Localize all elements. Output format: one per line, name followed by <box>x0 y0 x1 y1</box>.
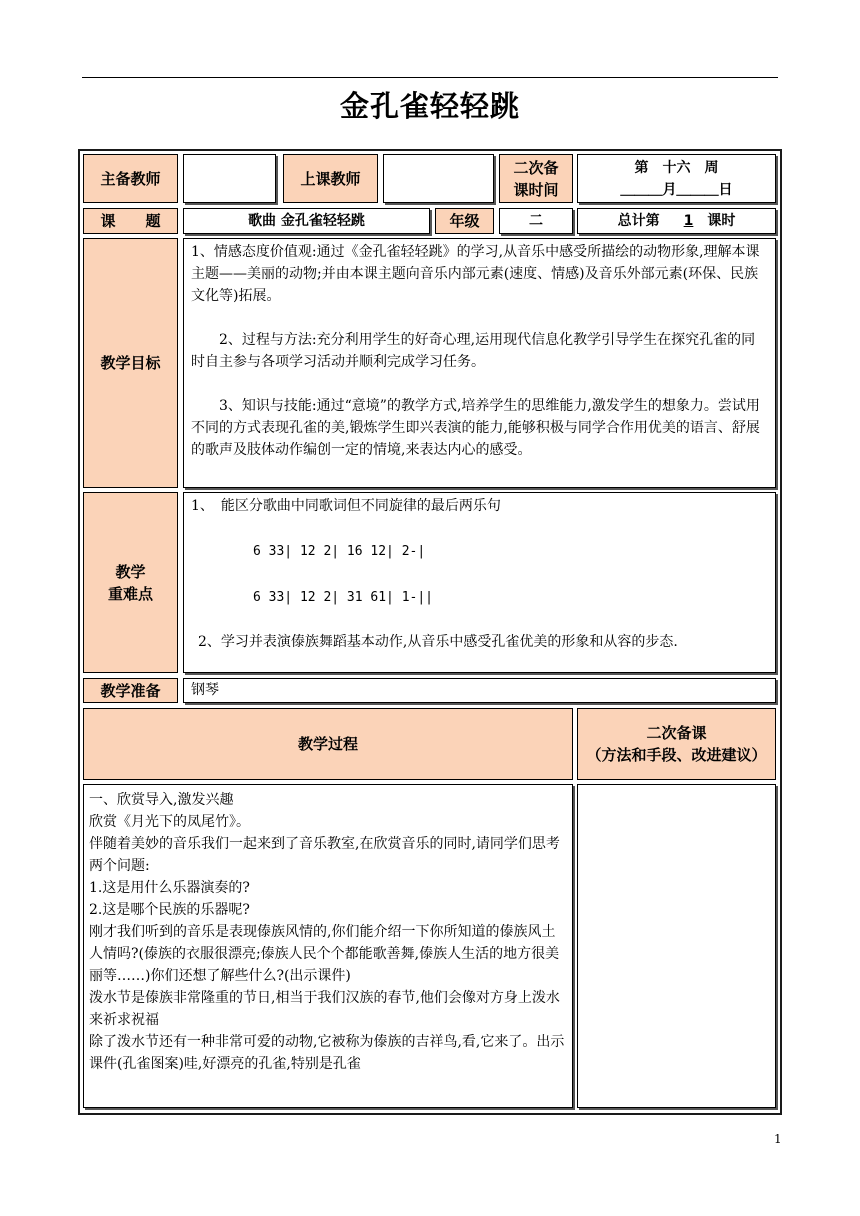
notation-line-1: 6 33| 12 2| 16 12| 2-| <box>253 544 426 559</box>
goals-paragraph-1: 1、情感态度价值观:通过《金孔雀轻轻跳》的学习,从音乐中感受所描绘的动物形象,理解本课主题——美丽的动物;并由本课主题向音乐内部元素(速度、情感)及音乐外部元素(环保、民族文化等)拓展。 <box>191 244 760 304</box>
page-title: 金孔雀轻轻跳 <box>339 89 520 123</box>
process-line: 泼水节是傣族非常隆重的节日,相当于我们汉族的春节,他们会像对方身上泼水来祈求祝福 <box>89 990 560 1028</box>
topic-label: 课 题 <box>83 208 178 234</box>
second-prep-time-value <box>577 154 776 203</box>
total-suffix: 课时 <box>707 213 736 229</box>
total-lesson-count <box>577 208 776 234</box>
goals-paragraph-2: 2、过程与方法:充分利用学生的好奇心理,运用现代信息化教学引导学生在探究孔雀的同时自主参与各项学习活动并顺利完成学习任务。 <box>191 332 756 370</box>
process-line: 一、欣赏导入,激发兴趣 <box>89 792 234 808</box>
second-prep-notes <box>577 784 776 1108</box>
header-rule <box>82 77 778 78</box>
process-line: 欣赏《月光下的凤尾竹》。 <box>89 814 250 830</box>
key-points-item-1: 1、 能区分歌曲中同歌词但不同旋律的最后两乐句 <box>191 498 501 514</box>
prep-value: 钢琴 <box>183 678 776 703</box>
class-teacher-label: 上课教师 <box>283 154 378 203</box>
prep-label: 教学准备 <box>83 678 178 703</box>
second-prep-label-line1: 二次备 <box>513 158 559 177</box>
goals-label: 教学目标 <box>83 238 178 488</box>
goals-paragraph-3: 3、知识与技能:通过“意境”的教学方式,培养学生的思维能力,激发学生的想象力。尝试用不同的方式表现孔雀的美,锻炼学生即兴表演的能力,能够积极与同学合作用优美的语言、舒展的歌声及肢体动作编创一定的情境,来表达内心的感受。 <box>191 398 760 458</box>
second-prep-header-line2: （方法和手段、改进建议） <box>586 746 767 764</box>
class-teacher-value <box>383 154 494 203</box>
second-prep-header <box>577 708 776 780</box>
second-prep-time-label <box>499 154 573 203</box>
process-line: 1.这是用什么乐器演奏的? <box>89 880 250 896</box>
process-header: 教学过程 <box>83 708 573 780</box>
process-line: 刚才我们听到的音乐是表现傣族风情的,你们能介绍一下你所知道的傣族风土人情吗?(傣族的衣服很漂亮;傣族人民个个都能歌善舞,傣族人生活的地方很美丽等……)你们还想了解些什么?(出示课件) <box>89 924 560 984</box>
notation-line-2: 6 33| 12 2| 31 61| 1-|| <box>253 590 434 605</box>
date-line: ＿＿＿月＿＿＿日 <box>620 181 733 198</box>
grade-value: 二 <box>499 208 573 234</box>
main-teacher-value <box>183 154 276 203</box>
main-teacher-label: 主备教师 <box>83 154 178 203</box>
key-points-content <box>183 492 776 673</box>
process-line: 2.这是哪个民族的乐器呢? <box>89 902 250 918</box>
process-line: 除了泼水节还有一种非常可爱的动物,它被称为傣族的吉祥鸟,看,它来了。出示课件(孔雀图案)哇,好漂亮的孔雀,特别是孔雀 <box>89 1034 565 1072</box>
key-points-label-line1: 教学 <box>115 562 146 581</box>
week-line: 第 十六 周 <box>634 159 719 176</box>
second-prep-header-line1: 二次备课 <box>646 724 707 742</box>
process-line: 伴随着美妙的音乐我们一起来到了音乐教室,在欣赏音乐的同时,请同学们思考两个问题: <box>89 836 560 874</box>
page-number: 1 <box>774 1132 782 1146</box>
second-prep-label-line2: 课时间 <box>513 180 559 199</box>
topic-value: 歌曲 金孔雀轻轻跳 <box>183 208 430 234</box>
key-points-label-line2: 重难点 <box>107 584 153 603</box>
process-content <box>83 784 573 1108</box>
total-number: 1 <box>683 213 694 229</box>
grade-label: 年级 <box>435 208 494 234</box>
key-points-label <box>83 492 178 673</box>
total-prefix: 总计第 <box>617 213 660 229</box>
goals-content <box>183 238 776 488</box>
key-points-item-2: 2、学习并表演傣族舞蹈基本动作,从音乐中感受孔雀优美的形象和从容的步态. <box>198 634 678 650</box>
